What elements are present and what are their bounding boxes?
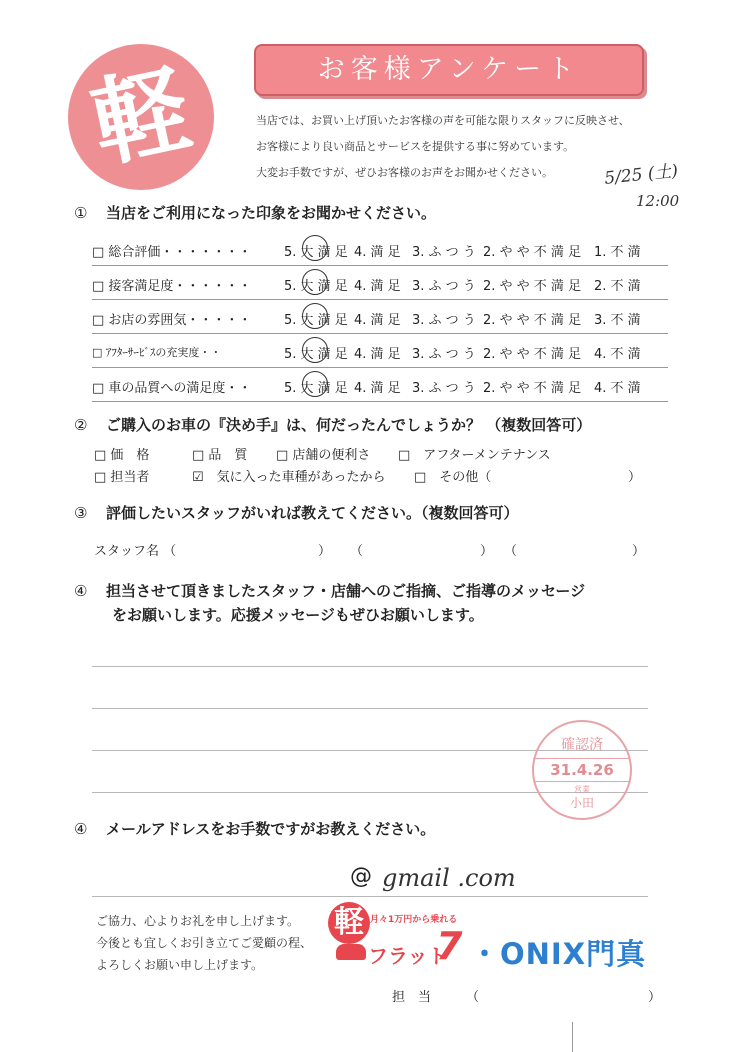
checkbox-staff[interactable]: □ 担当者 — [94, 470, 150, 485]
checkbox-other[interactable]: □ その他（ — [414, 470, 492, 485]
stamp-confirmed-text: 確認済 — [561, 737, 603, 753]
option-satisfied[interactable]: 4. 満 足 — [354, 381, 401, 396]
brand-onix-kadoma: ・ONIX門真 — [470, 937, 647, 971]
rating-label: □ お店の雰囲気・・・・・ — [92, 313, 252, 328]
handwritten-date: 5/25 (土) — [603, 161, 679, 189]
confirmation-stamp — [532, 720, 632, 820]
option-neutral[interactable]: 3. ふ つ う — [412, 347, 476, 362]
stamp-name: 小田 — [569, 796, 594, 810]
checkbox-price[interactable]: □ 価 格 — [94, 448, 150, 463]
q1-number: ① — [74, 204, 88, 222]
option-somewhat-dissatisfied[interactable]: 2. や や 不 満 足 — [483, 381, 582, 396]
q4-heading — [74, 580, 585, 601]
q3-title: 評価したいスタッフがいれば教えてください。（複数回答可） — [106, 504, 519, 522]
email-line[interactable] — [92, 896, 648, 897]
option-very-satisfied[interactable]: 5. 大 満 足 — [284, 245, 348, 260]
option-dissatisfied[interactable]: 1. 不 満 — [594, 245, 641, 260]
checkbox-liked-model[interactable]: ☑ 気に入った車種があったから — [192, 470, 386, 485]
rating-row-overall — [92, 232, 668, 266]
option-somewhat-dissatisfied[interactable]: 2. や や 不 満 足 — [483, 279, 582, 294]
staff-paren-close-3: ） — [632, 544, 646, 559]
rating-row-atmosphere — [92, 300, 668, 334]
survey-title-banner — [254, 44, 644, 96]
q5-title: メールアドレスをお手数ですがお教えください。 — [106, 820, 436, 838]
option-somewhat-dissatisfied[interactable]: 2. や や 不 満 足 — [483, 313, 582, 328]
intro-line-3: 大変お手数ですが、ぜひお客様のお声をお聞かせください。 — [256, 166, 553, 179]
q1-title: 当店をご利用になった印象をお聞かせください。 — [106, 204, 437, 222]
option-neutral[interactable]: 3. ふ つ う — [412, 313, 476, 328]
option-somewhat-dissatisfied[interactable]: 2. や や 不 満 足 — [483, 245, 582, 260]
q5-heading — [74, 818, 435, 839]
option-satisfied[interactable]: 4. 満 足 — [354, 245, 401, 260]
message-line-2[interactable] — [92, 708, 648, 709]
option-somewhat-dissatisfied[interactable]: 2. や や 不 満 足 — [483, 347, 582, 362]
footer-paren-close: ） — [648, 990, 662, 1005]
brand-tagline: 月々1万円から乗れる — [370, 915, 458, 925]
option-very-satisfied[interactable]: 5. 大 満 足 — [284, 279, 348, 294]
stamp-date: 31.4.26 — [534, 758, 630, 782]
option-neutral[interactable]: 3. ふ つ う — [412, 245, 476, 260]
option-dissatisfied[interactable]: 3. 不 満 — [594, 313, 641, 328]
survey-title: お客様アンケート — [317, 54, 581, 85]
staff-paren-open-3: （ — [504, 544, 518, 559]
q2-heading — [74, 414, 591, 435]
q2-title: ご購入のお車の『決め手』は、何だったんでしょうか？ （複数回答可） — [106, 416, 592, 434]
q3-number: ③ — [74, 504, 88, 522]
rating-label: □ ｱﾌﾀｰｻｰﾋﾞｽの充実度・・ — [92, 346, 222, 359]
option-dissatisfied[interactable]: 2. 不 満 — [594, 279, 641, 294]
q4-title-line1: 担当させて頂きましたスタッフ・店舗へのご指摘、ご指導のメッセージ — [106, 582, 586, 600]
brand-seven: 7 — [436, 924, 463, 968]
hand-circle-mark — [302, 371, 328, 397]
checkbox-store-convenience[interactable]: □ 店舗の便利さ — [276, 448, 371, 463]
q4-number: ④ — [74, 582, 88, 600]
q2-number: ② — [74, 416, 88, 434]
q3-heading — [74, 502, 519, 523]
closing-line-2: 今後とも宜しくお引き立てご愛顧の程、 — [96, 936, 313, 950]
car-icon — [336, 944, 366, 960]
option-satisfied[interactable]: 4. 満 足 — [354, 279, 401, 294]
email-at-sign: @ — [350, 864, 372, 889]
intro-line-2: お客様により良い商品とサービスを提供する事に努めています。 — [256, 140, 575, 153]
logo-kei-char: 軽 — [82, 52, 200, 182]
staff-paren-close-1: ） — [318, 544, 332, 559]
rating-row-aftercare — [92, 334, 668, 368]
option-very-satisfied[interactable]: 5. 大 満 足 — [284, 381, 348, 396]
option-satisfied[interactable]: 4. 満 足 — [354, 347, 401, 362]
brand-kei-logo: 軽 — [328, 902, 370, 944]
closing-line-3: よろしくお願い申し上げます。 — [96, 958, 264, 972]
hand-circle-mark — [302, 337, 328, 363]
fold-mark — [572, 1022, 573, 1052]
footer-paren-open: （ — [466, 990, 480, 1005]
rating-label: □ 接客満足度・・・・・・ — [92, 279, 252, 294]
brand-flat: フラット — [368, 944, 448, 968]
checkbox-quality[interactable]: □ 品 質 — [192, 448, 248, 463]
rating-label: □ 車の品質への満足度・・ — [92, 381, 252, 396]
staff-paren-open-2: （ — [350, 544, 364, 559]
hand-circle-mark — [302, 303, 328, 329]
staff-name-label: スタッフ名 （ — [94, 544, 177, 559]
q4-title-line2: をお願いします。応援メッセージもぜひお願いします。 — [112, 606, 484, 624]
option-dissatisfied[interactable]: 4. 不 満 — [594, 347, 641, 362]
message-line-1[interactable] — [92, 666, 648, 667]
handwritten-email: gmail .com — [382, 864, 516, 892]
rating-label: □ 総合評価・・・・・・・ — [92, 245, 252, 260]
option-satisfied[interactable]: 4. 満 足 — [354, 313, 401, 328]
hand-circle-mark — [302, 269, 328, 295]
stamp-dept: 営業 — [574, 785, 590, 794]
logo-kei-circle — [68, 44, 214, 190]
option-very-satisfied[interactable]: 5. 大 満 足 — [284, 313, 348, 328]
option-neutral[interactable]: 3. ふ つ う — [412, 279, 476, 294]
q5-number: ④ — [74, 820, 88, 838]
option-dissatisfied[interactable]: 4. 不 満 — [594, 381, 641, 396]
checkbox-after-maintenance[interactable]: □ アフターメンテナンス — [398, 448, 551, 463]
rating-row-quality — [92, 368, 668, 402]
option-very-satisfied[interactable]: 5. 大 満 足 — [284, 347, 348, 362]
q1-heading — [74, 202, 436, 223]
rating-row-service — [92, 266, 668, 300]
handwritten-time: 12:00 — [636, 192, 680, 210]
other-paren-close: ） — [628, 470, 642, 485]
closing-line-1: ご協力、心よりお礼を申し上げます。 — [96, 914, 300, 928]
intro-line-1: 当店では、お買い上げ頂いたお客様の声を可能な限りスタッフに反映させ、 — [256, 114, 630, 127]
staff-paren-close-2: ） — [480, 544, 494, 559]
footer-tantou-label: 担 当 — [392, 990, 432, 1005]
hand-circle-mark — [302, 235, 328, 261]
option-neutral[interactable]: 3. ふ つ う — [412, 381, 476, 396]
